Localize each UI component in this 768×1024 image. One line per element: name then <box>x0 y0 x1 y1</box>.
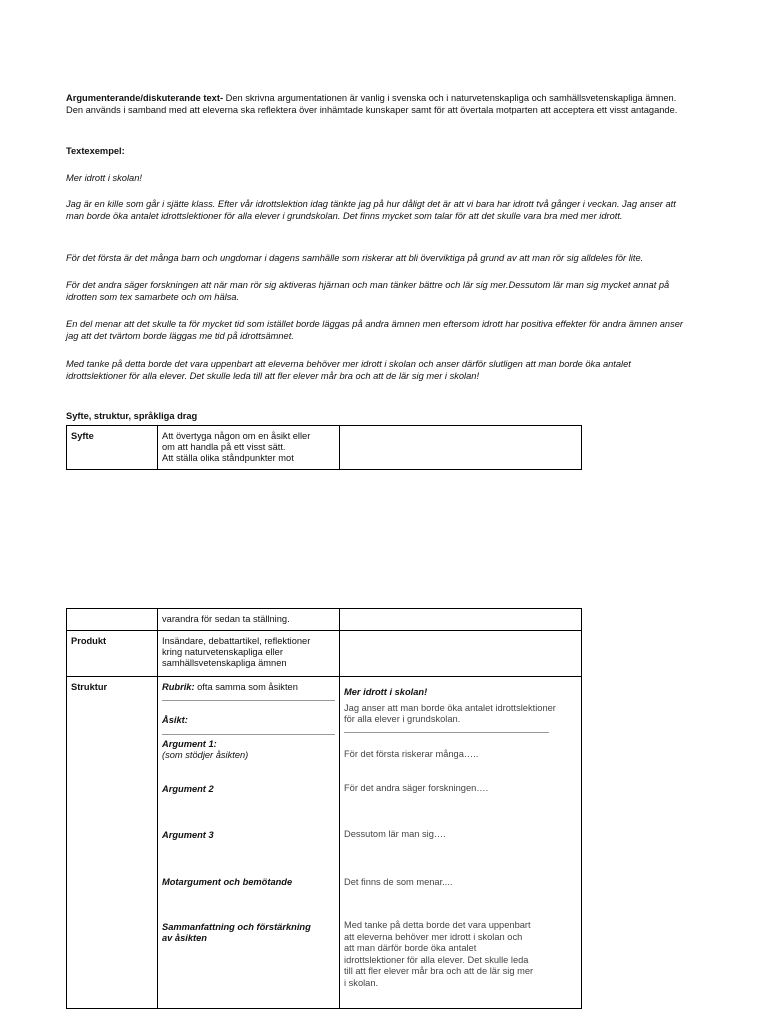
argument-2-item: Argument 2 <box>162 784 214 794</box>
table-row-syfte-cont <box>67 609 582 631</box>
summ-line: till att fler elever mår bra och att de lär sig mer <box>344 966 534 976</box>
intro-label: Argumenterande/diskuterande text- <box>66 93 224 103</box>
example-paragraph-4: En del menar att det skulle ta för mycket tid som istället borde läggas på andra ämnen men eftersom idrott har positiva effekter för andra ämnen anser jag att det tvärtom borde läggas me tid på idrottsämnet. <box>66 319 684 341</box>
produkt-line-2: kring naturvetenskapliga eller <box>162 647 283 657</box>
struktur-elements <box>158 677 340 1009</box>
syfte-line-2: om att handla på ett visst sätt. <box>162 442 286 452</box>
divider <box>162 734 335 735</box>
produkt-empty-cell <box>340 631 582 677</box>
summ-line: idrottslektioner för alla elever. Det skulle leda <box>344 954 529 965</box>
asikt-example-line-1: Jag anser att man borde öka antalet idrottslektioner <box>344 703 556 713</box>
example-struct-argument-3: Dessutom lär man sig…. <box>344 829 446 839</box>
syfte-empty-cell <box>340 426 582 470</box>
table-row-struktur <box>67 677 582 1009</box>
struktur-example <box>340 677 582 1009</box>
syfte-line-1: Att övertyga någon om en åsikt eller <box>162 431 311 441</box>
intro-text: Den skrivna argumentationen är vanlig i svenska och i naturvetenskapliga och samhällsvetenskapliga ämnen. Den används i samband med att eleverna ska reflektera över inhämtade kunskaper samt för att övertala motparten att acceptera ett visst antagande. <box>66 93 678 115</box>
rubrik-label: Rubrik: <box>162 682 195 692</box>
rubrik-text: ofta samma som åsikten <box>194 682 298 692</box>
syfte-line-3: Att ställa olika ståndpunkter mot <box>162 453 294 463</box>
example-paragraph-5: Med tanke på detta borde det vara uppenbart att eleverna behöver mer idrott i skolan och anser därför slutligen att man borde öka antalet idrottslektioner för alla elever. Det skulle leda till att fler elever mår bra och att de lär sig mer i skolan! <box>66 359 631 381</box>
summ-line: Med tanke på detta borde det vara uppenbart <box>344 920 531 930</box>
motargument-item: Motargument och bemötande <box>162 877 293 887</box>
example-struct-motargument: Det finns de som menar.... <box>344 877 453 887</box>
table-heading: Syfte, struktur, språkliga drag <box>66 411 198 421</box>
example-title: Mer idrott i skolan! <box>66 173 142 183</box>
summ-line: att eleverna behöver mer idrott i skolan och <box>344 931 523 942</box>
sammanfattning-line-1: Sammanfattning och förstärkning <box>162 922 311 932</box>
structure-table-part-2 <box>66 608 582 1009</box>
example-struct-argument-2: För det andra säger forskningen…. <box>344 783 489 793</box>
sammanfattning-line-2: av åsikten <box>162 933 207 943</box>
syfte-label: Syfte <box>67 426 158 470</box>
produkt-description <box>158 631 340 677</box>
divider <box>162 700 335 701</box>
syfte-description <box>158 426 340 470</box>
example-struct-asikt <box>344 703 577 725</box>
produkt-line-3: samhällsvetenskapliga ämnen <box>162 658 287 668</box>
example-paragraph-2: För det första är det många barn och ungdomar i dagens samhälle som riskerar att bli överviktiga på grund av att man rör sig alldeles för lite. <box>66 253 644 263</box>
produkt-label: Produkt <box>67 631 158 677</box>
summ-line: att man därför borde öka antalet <box>344 943 477 953</box>
empty-cell <box>340 609 582 631</box>
example-struct-sammanfattning <box>344 920 577 989</box>
argument-1-label: Argument 1: <box>162 739 217 749</box>
structure-table-part-1 <box>66 425 582 470</box>
example-heading: Textexempel: <box>66 146 125 156</box>
divider <box>344 732 549 733</box>
example-paragraph-3: För det andra säger forskningen att när man rör sig aktiveras hjärnan och man tänker bättre och lär sig mer.Dessutom lär man sig mycket annat på idrotten som tex samarbete och om hälsa. <box>66 280 670 302</box>
example-struct-title: Mer idrott i skolan! <box>344 687 428 697</box>
sammanfattning-item <box>162 922 335 944</box>
table-row-syfte <box>67 426 582 470</box>
example-paragraph-1: Jag är en kille som går i sjätte klass. Efter vår idrottslektion idag tänkte jag på hur dåligt det är att vi bara har idrott två gånger i veckan. Jag anser att man borde öka antalet idrottslektioner för alla elever i grundskolan. Det finns mycket som talar för att det skulle vara bra med mer idrott. <box>66 199 676 221</box>
summ-line: i skolan. <box>344 977 379 988</box>
argument-1-item <box>162 739 335 761</box>
argument-3-item: Argument 3 <box>162 830 214 840</box>
argument-1-sub: (som stödjer åsikten) <box>162 750 249 760</box>
asikt-item: Åsikt: <box>162 715 188 725</box>
syfte-continuation: varandra för sedan ta ställning. <box>158 609 340 631</box>
example-struct-argument-1: För det första riskerar många….. <box>344 749 479 759</box>
rubrik-item <box>162 682 335 693</box>
produkt-line-1: Insändare, debattartikel, reflektioner <box>162 636 311 646</box>
asikt-example-line-2: för alla elever i grundskolan. <box>344 714 461 724</box>
table-row-produkt <box>67 631 582 677</box>
struktur-label: Struktur <box>67 677 158 1009</box>
intro-paragraph <box>66 92 692 116</box>
empty-label-cell <box>67 609 158 631</box>
